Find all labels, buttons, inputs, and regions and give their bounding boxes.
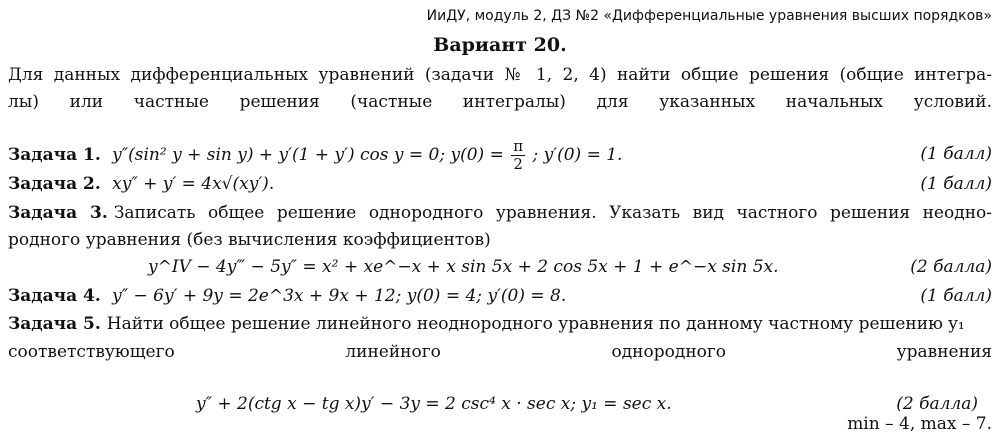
- task-4-label: Задача 4.: [8, 286, 101, 306]
- task-3-formula: y^IV − 4y‴ − 5y″ = x² + xe^−x + x sin 5x + 2 cos 5x + 1 + e^−x sin 5x.: [148, 257, 779, 277]
- task-2: [8, 174, 992, 194]
- task-4-formula: y″ − 6y′ + 9y = 2e^3x + 9x + 12; y(0) = 4; y′(0) = 8.: [112, 286, 567, 306]
- intro-line-1: Для данных дифференциальных уравнений (задачи № 1, 2, 4) найти общие решения (общие интегра-: [8, 65, 992, 85]
- task-5-text-2: соответствующего линейного однородного уравнения: [8, 342, 992, 362]
- task-5-points: (2 балла): [896, 394, 978, 414]
- task-1-formula-pre: y″(sin² y + sin y) + y′(1 + y′) cos y = 0; y(0) =: [112, 145, 504, 165]
- task-5-text-1: [8, 314, 992, 334]
- task-2-points: (1 балл): [920, 174, 992, 194]
- task-5-text-line-1: Найти общее решение линейного неоднородного уравнения по данному частному решению y₁: [106, 314, 965, 334]
- variant-title: Вариант 20.: [433, 34, 567, 56]
- task-1-label: Задача 1.: [8, 145, 101, 165]
- task-1: [8, 138, 992, 173]
- intro-line-2: лы) или частные решения (частные интегралы) для указанных начальных условий.: [8, 92, 992, 112]
- task-2-label: Задача 2.: [8, 174, 101, 194]
- document-header: ИиДУ, модуль 2, ДЗ №2 «Дифференциальные уравнения высших порядков»: [426, 8, 992, 24]
- task-4: [8, 286, 992, 306]
- task-5-formula: y″ + 2(ctg x − tg x)y′ − 3y = 2 csc⁴ x · sec x; y₁ = sec x.: [196, 394, 672, 414]
- task-5-label: Задача 5.: [8, 314, 101, 334]
- task-3-text-line-1: Записать общее решение однородного уравнения. Указать вид частного решения неодно-: [113, 203, 992, 223]
- task-3-text-1: [8, 203, 992, 223]
- task-1-fraction: [511, 138, 525, 173]
- intro-paragraph: [8, 62, 992, 116]
- task-2-formula: xy″ + y′ = 4x√(xy′).: [112, 174, 275, 194]
- score-range: min – 4, max – 7.: [847, 414, 992, 434]
- task-1-frac-num: π: [513, 137, 524, 155]
- task-1-formula-post: ; y′(0) = 1.: [532, 145, 623, 165]
- task-1-points: (1 балл): [920, 144, 992, 164]
- task-4-points: (1 балл): [920, 286, 992, 306]
- task-3-points: (2 балла): [910, 257, 992, 277]
- task-3-label: Задача 3.: [8, 203, 108, 223]
- task-3-text-2: родного уравнения (без вычисления коэффициентов): [8, 230, 491, 250]
- task-1-frac-den: 2: [513, 155, 523, 173]
